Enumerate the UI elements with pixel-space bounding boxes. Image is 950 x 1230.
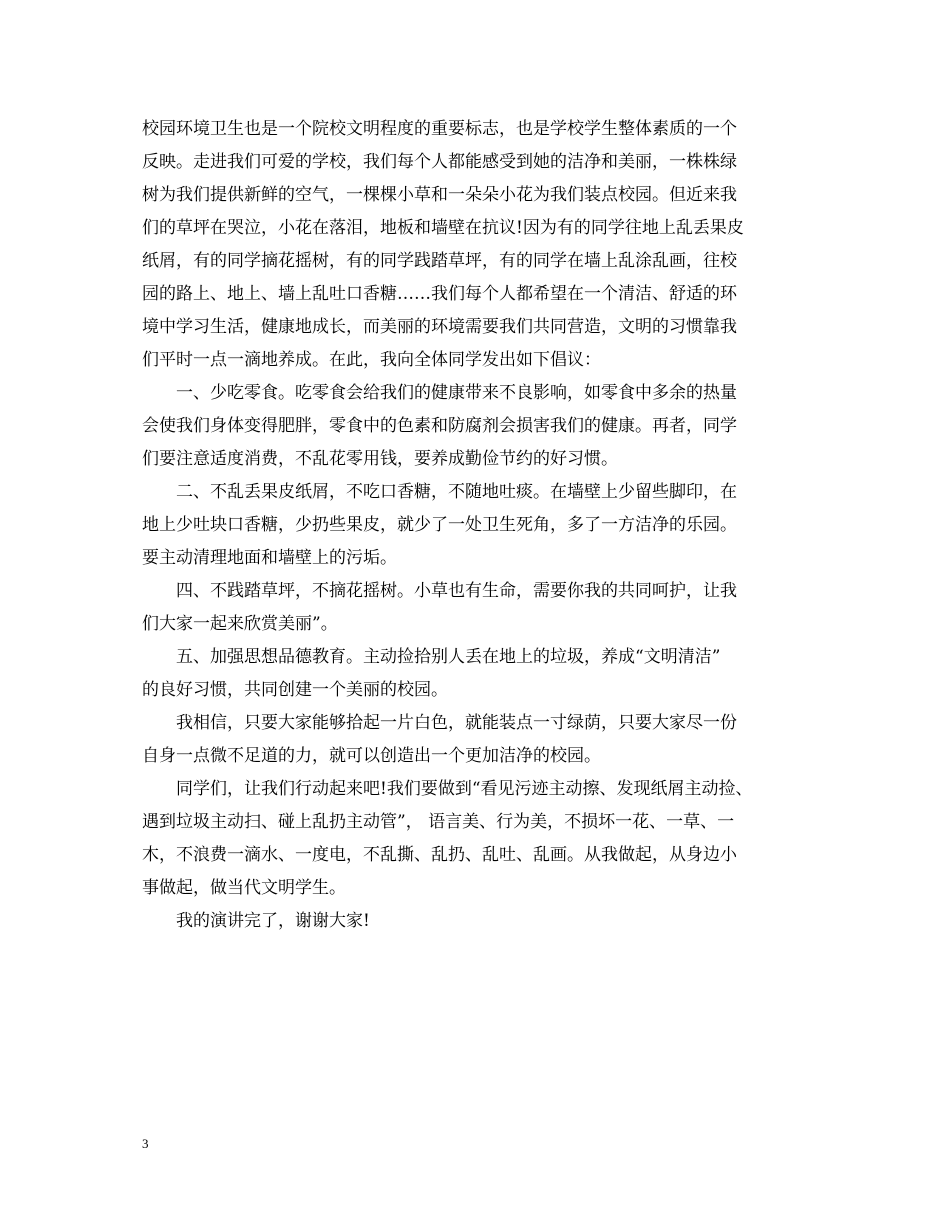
text-line: 木，不浪费一滴水、一度电，不乱撕、乱扔、乱吐、乱画。从我做起，从身边小 [142, 845, 737, 865]
text-line: 五、加强思想品德教育。主动捡拾别人丢在地上的垃圾，养成“文明清洁” [176, 647, 721, 667]
text-line: 们平时一点一滴地养成。在此，我向全体同学发出如下倡议： [142, 350, 601, 370]
text-line: 树为我们提供新鲜的空气，一棵棵小草和一朵朵小花为我们装点校园。但近来我 [142, 185, 737, 205]
text-line: 会使我们身体变得肥胖，零食中的色素和防腐剂会损害我们的健康。再者，同学 [142, 416, 737, 436]
text-line: 地上少吐块口香糖，少扔些果皮，就少了一处卫生死角，多了一方洁净的乐园。 [142, 515, 737, 535]
text-line: 自身一点微不足道的力，就可以创造出一个更加洁净的校园。 [142, 746, 601, 766]
text-line: 一、少吃零食。吃零食会给我们的健康带来不良影响，如零食中多余的热量 [176, 383, 737, 403]
text-line: 我的演讲完了，谢谢大家! [176, 911, 370, 931]
text-line: 的良好习惯，共同创建一个美丽的校园。 [142, 680, 448, 700]
text-line: 校园环境卫生也是一个院校文明程度的重要标志，也是学校学生整体素质的一个 [142, 119, 737, 139]
text-line: 反映。走进我们可爱的学校，我们每个人都能感受到她的洁净和美丽，一株株绿 [142, 152, 737, 172]
text-line: 园的路上、地上、墙上乱吐口香糖……我们每个人都希望在一个清洁、舒适的环 [142, 284, 737, 304]
text-line: 境中学习生活，健康地成长，而美丽的环境需要我们共同营造，文明的习惯靠我 [142, 317, 737, 337]
document-body [142, 114, 822, 939]
page-number: 3 [142, 1136, 149, 1151]
text-line: 事做起，做当代文明学生。 [142, 878, 346, 898]
text-line: 遇到垃圾主动扫、碰上乱扔主动管”， 语言美、行为美，不损坏一花、一草、一 [142, 812, 735, 832]
text-line: 们的草坪在哭泣，小花在落泪，地板和墙壁在抗议!因为有的同学往地上乱丢果皮 [142, 218, 744, 238]
text-line: 要主动清理地面和墙壁上的污垢。 [142, 548, 397, 568]
text-line: 们大家一起来欣赏美丽”。 [142, 614, 338, 634]
text-line: 纸屑，有的同学摘花摇树，有的同学践踏草坪，有的同学在墙上乱涂乱画，往校 [142, 251, 737, 271]
text-line: 我相信，只要大家能够拾起一片白色，就能装点一寸绿荫，只要大家尽一份 [176, 713, 737, 733]
text-line: 们要注意适度消费，不乱花零用钱，要养成勤俭节约的好习惯。 [142, 449, 618, 469]
text-line: 四、不践踏草坪，不摘花摇树。小草也有生命，需要你我的共同呵护，让我 [176, 581, 737, 601]
text-line: 二、不乱丢果皮纸屑，不吃口香糖，不随地吐痰。在墙壁上少留些脚印，在 [176, 482, 737, 502]
text-line: 同学们，让我们行动起来吧!我们要做到“看见污迹主动擦、发现纸屑主动捡、 [176, 779, 753, 799]
